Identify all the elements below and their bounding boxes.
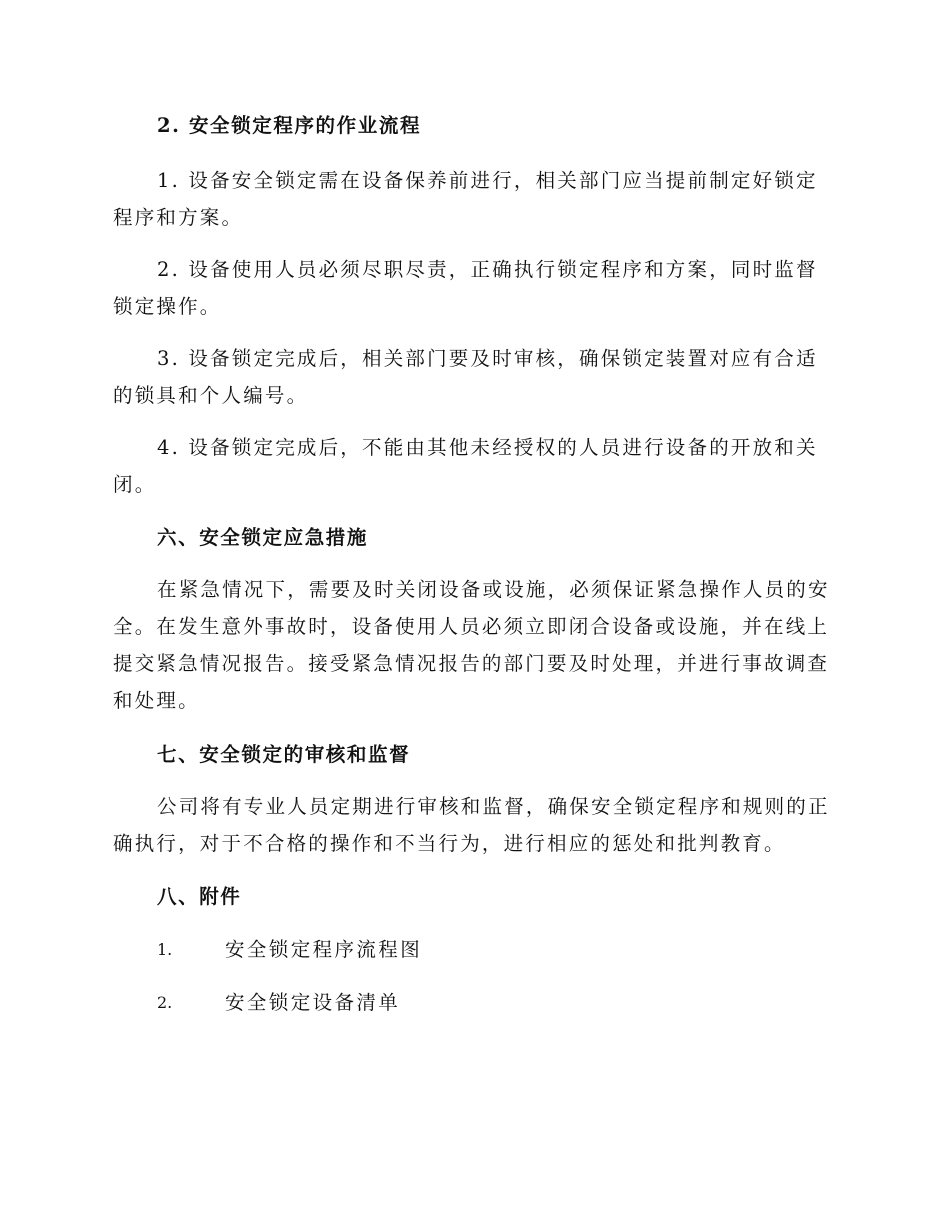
flow-item-4: 4. 设备锁定完成后，不能由其他未经授权的人员进行设备的开放和关闭。: [113, 436, 818, 496]
attachment-1-number: 1.: [157, 940, 173, 959]
section-seven-body: 公司将有专业人员定期进行审核和监督，确保安全锁定程序和规则的正确执行，对于不合格的操作和不当行为，进行相应的惩处和批判教育。: [113, 795, 830, 855]
section-six-heading: 六、安全锁定应急措施: [157, 526, 369, 549]
section-seven-heading: 七、安全锁定的审核和监督: [157, 743, 411, 766]
section-flow-heading: 2. 安全锁定程序的作业流程: [157, 114, 422, 137]
section-six-body: 在紧急情况下，需要及时关闭设备或设施，必须保证紧急操作人员的安全。在发生意外事故时，设备使用人员必须立即闭合设备或设施，并在线上提交紧急情况报告。接受紧急情况报告的部门要及时处理，并进行事故调查和处理。: [113, 578, 830, 712]
attachment-2-label: 安全锁定设备清单: [225, 991, 401, 1014]
attachment-1-label: 安全锁定程序流程图: [225, 938, 423, 961]
flow-item-1: 1. 设备安全锁定需在设备保养前进行，相关部门应当提前制定好锁定程序和方案。: [113, 169, 818, 229]
flow-item-2: 2. 设备使用人员必须尽职尽责，正确执行锁定程序和方案，同时监督锁定操作。: [113, 258, 818, 318]
section-eight-heading: 八、附件: [157, 885, 242, 908]
attachment-2-number: 2.: [157, 993, 173, 1012]
flow-item-3: 3. 设备锁定完成后，相关部门要及时审核，确保锁定装置对应有合适的锁具和个人编号。: [113, 347, 818, 407]
